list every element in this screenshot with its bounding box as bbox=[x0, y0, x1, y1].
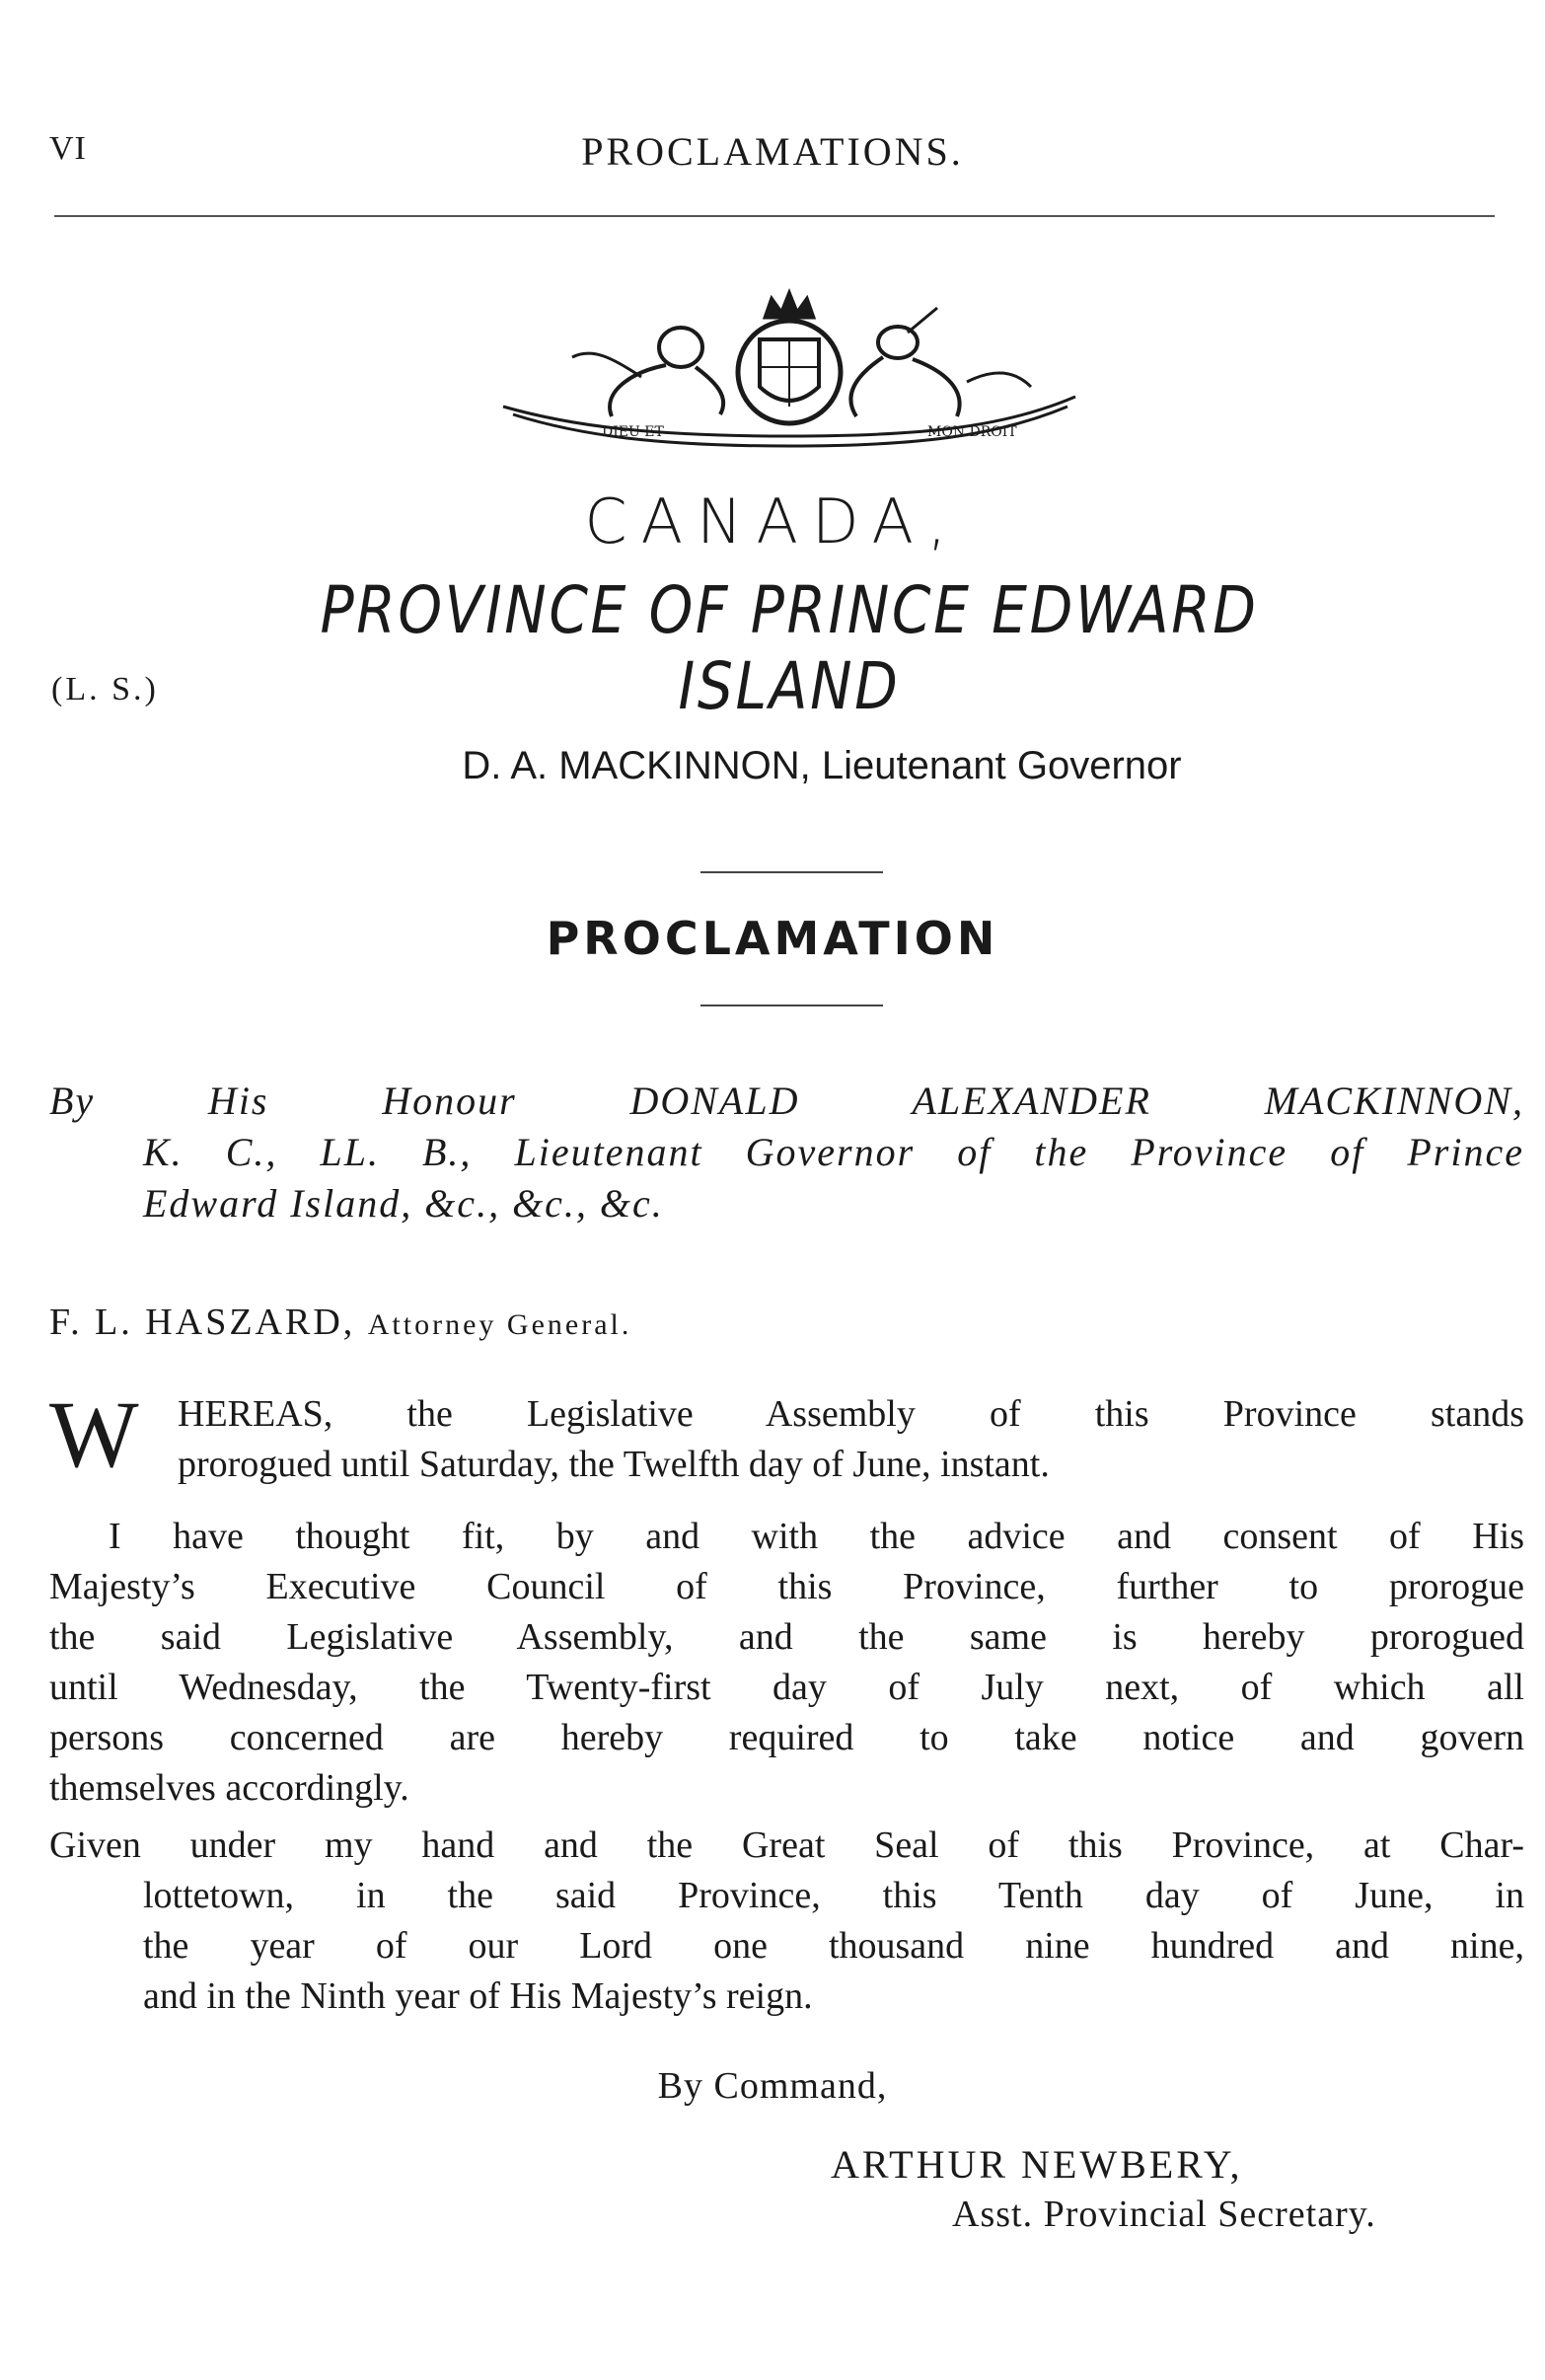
paragraph-line: lottetown, in the said Province, this Tenth day of June, in bbox=[143, 1875, 1524, 1916]
governor-line: D. A. MACKINNON, Lieutenant Governor bbox=[462, 744, 1182, 787]
province-heading: PROVINCE OF PRINCE EDWARD ISLAND bbox=[320, 572, 1259, 724]
by-honour-paragraph bbox=[49, 1076, 1524, 1229]
body-paragraph bbox=[49, 1512, 1524, 1814]
seal-mark: (L. S.) bbox=[51, 671, 159, 707]
paragraph-line: prorogued until Saturday, the Twelfth day of June, instant. bbox=[178, 1444, 1050, 1485]
motto-left: DIEU ET bbox=[602, 424, 664, 440]
running-head: PROCLAMATIONS. bbox=[581, 129, 964, 174]
signer-name: ARTHUR NEWBERY, bbox=[831, 2142, 1243, 2187]
paragraph-line: the said Legislative Assembly, and the same is hereby prorogued bbox=[49, 1616, 1524, 1658]
paragraph-line: I have thought fit, by and with the advice and consent of His bbox=[109, 1516, 1524, 1557]
motto-right: MON DROIT bbox=[927, 424, 1017, 440]
whereas-paragraph bbox=[49, 1381, 1524, 1490]
by-honour-line: By His Honour DONALD ALEXANDER MACKINNON, bbox=[49, 1078, 1524, 1123]
paragraph-line: themselves accordingly. bbox=[49, 1767, 409, 1809]
paragraph-line: the year of our Lord one thousand nine hundred and nine, bbox=[143, 1925, 1524, 1967]
royal-coat-of-arms-icon bbox=[493, 288, 1085, 451]
divider-rule bbox=[700, 1004, 883, 1006]
by-honour-line: K. C., LL. B., Lieutenant Governor of the Province of Prince bbox=[143, 1130, 1524, 1174]
drop-cap: W bbox=[49, 1381, 139, 1487]
page-number: VI bbox=[49, 130, 87, 167]
given-paragraph bbox=[49, 1821, 1524, 2022]
paragraph-line: until Wednesday, the Twenty-first day of July next, of which all bbox=[49, 1667, 1524, 1708]
paragraph-line: Majesty’s Executive Council of this Province, further to prorogue bbox=[49, 1566, 1524, 1607]
by-honour-line: Edward Island, &c., &c., &c. bbox=[143, 1181, 664, 1226]
signer-title: Asst. Provincial Secretary. bbox=[952, 2194, 1376, 2235]
divider-rule bbox=[700, 871, 883, 873]
paragraph-line: HEREAS, the Legislative Assembly of this Province stands bbox=[178, 1393, 1524, 1435]
paragraph-line: and in the Ninth year of His Majesty’s reign. bbox=[143, 1975, 813, 2017]
country-heading: CANADA, bbox=[584, 485, 961, 558]
paragraph-line: Given under my hand and the Great Seal of this Province, at Char- bbox=[49, 1824, 1524, 1866]
header-rule bbox=[54, 215, 1495, 217]
paragraph-line: persons concerned are hereby required to take notice and govern bbox=[49, 1717, 1524, 1758]
attorney-name: F. L. HASZARD, bbox=[49, 1302, 356, 1343]
attorney-title: Attorney General. bbox=[367, 1308, 632, 1341]
attorney-general-line bbox=[49, 1301, 631, 1344]
proclamation-heading: PROCLAMATION bbox=[546, 912, 999, 965]
by-command: By Command, bbox=[657, 2065, 888, 2107]
